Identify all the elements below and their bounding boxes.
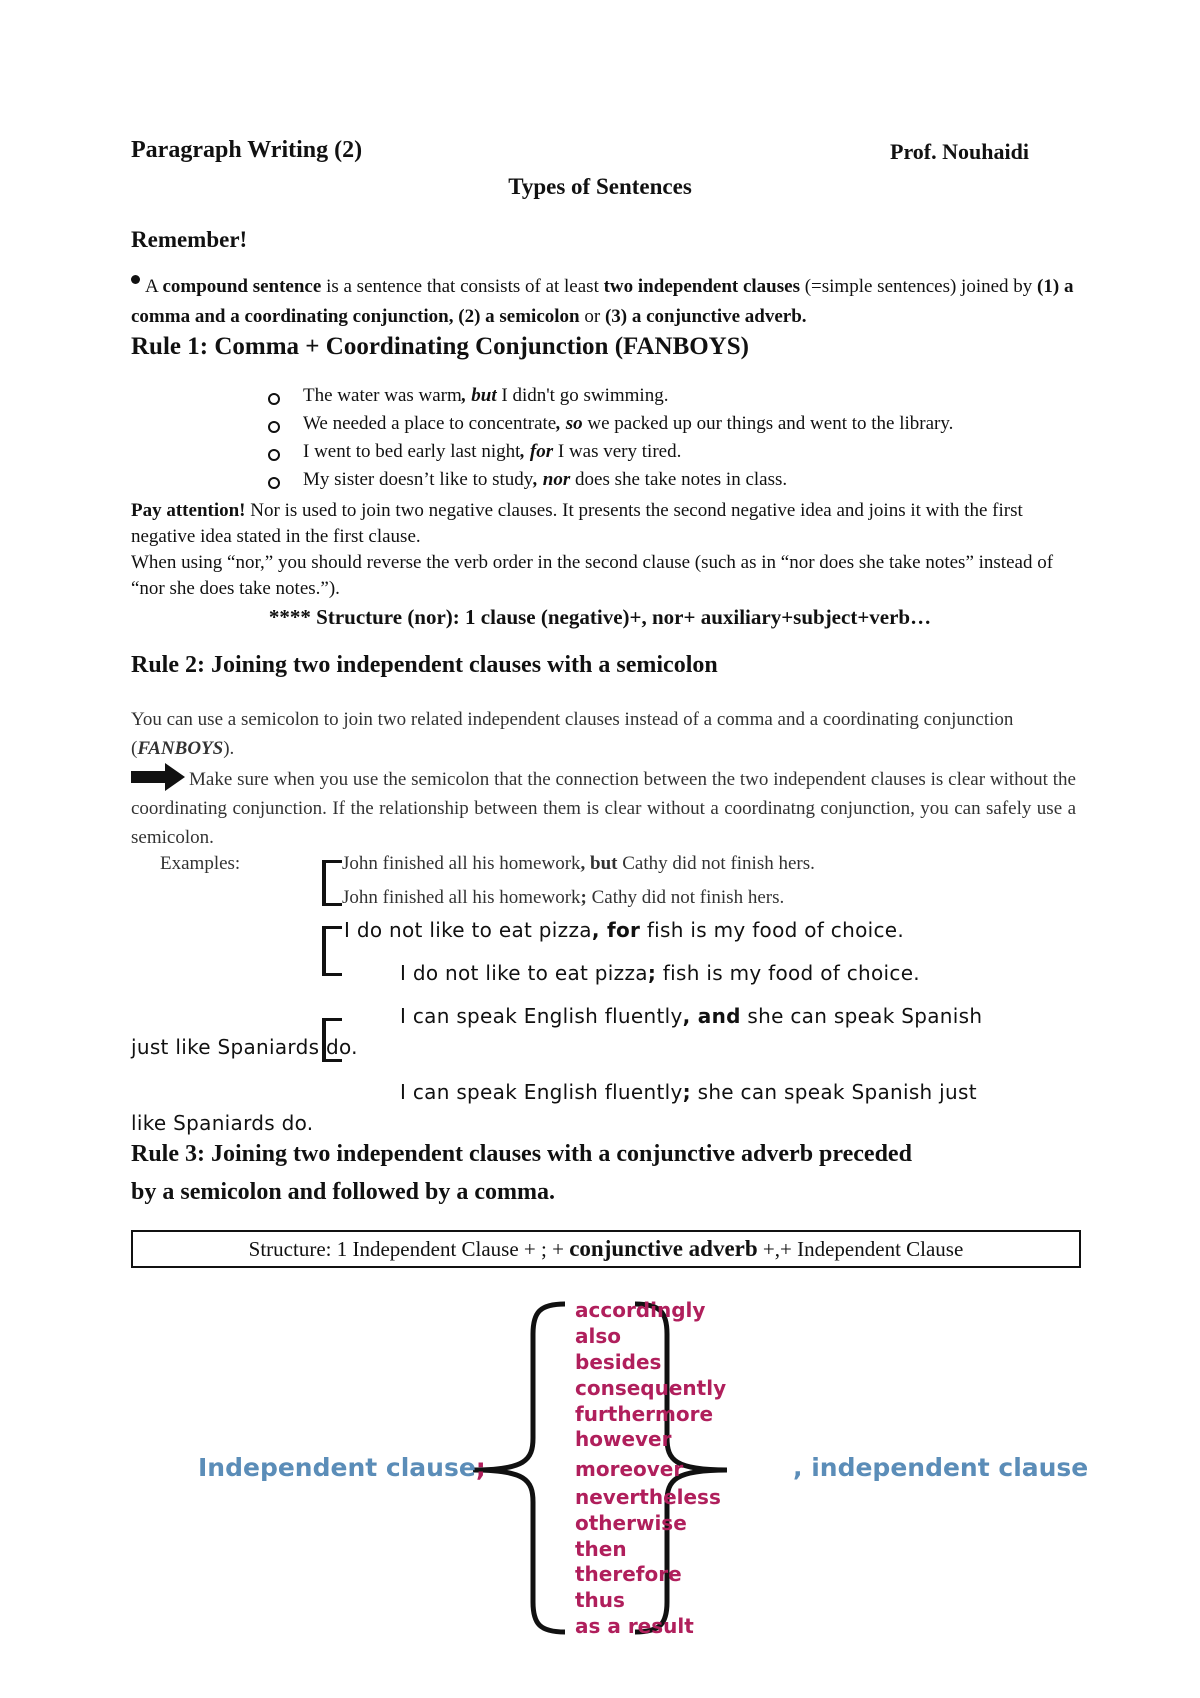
remember-heading: Remember!: [131, 227, 248, 252]
rule2-example: I do not like to eat pizza; fish is my food of choice.: [400, 961, 920, 985]
rule2-example: John finished all his homework, but Cathy did not finish hers.: [342, 853, 815, 874]
adverb-item: also: [575, 1324, 621, 1348]
rule2-example-wrap: like Spaniards do.: [131, 1111, 314, 1135]
circle-bullet-icon: [268, 477, 280, 489]
course-title: Paragraph Writing (2): [131, 137, 363, 163]
nor-structure: **** Structure (nor): 1 clause (negative)+, nor+ auxiliary+subject+verb…: [268, 605, 932, 629]
adverb-item: however: [575, 1427, 672, 1451]
examples-label: Examples:: [160, 853, 241, 874]
rule2-intro: You can use a semicolon to join two related independent clauses instead of a comma and a coordinating conjunction (FANBOYS).: [131, 709, 1014, 759]
adverb-item: therefore: [575, 1562, 682, 1586]
compound-definition: A compound sentence is a sentence that consists of at least two independent clauses (=simple sentences) joined by (1) a comma and a coordinating conjunction, (2) a semicolon or (3) a conjunctive adverb.: [131, 276, 1074, 327]
adverb-item: otherwise: [575, 1511, 687, 1535]
rule1-heading: Rule 1: Comma + Coordinating Conjunction (FANBOYS): [131, 333, 749, 360]
rule2-heading: Rule 2: Joining two independent clauses with a semicolon: [131, 652, 718, 678]
adverb-item: nevertheless: [575, 1485, 721, 1509]
left-clause-label: Independent clause;: [198, 1453, 486, 1482]
rule3-heading-cont: by a semicolon and followed by a comma.: [131, 1179, 556, 1205]
adverb-item: thus: [575, 1588, 625, 1612]
rule2-example-wrap: just like Spaniards do.: [131, 1035, 358, 1059]
bracket-icon: [322, 926, 342, 976]
rule2-note: Make sure when you use the semicolon that the connection between the two independent clauses is clear without the coordinating conjunction. If the relationship between them is clear without a coordinatng conjunction, you can safely use a semicolon.: [131, 769, 1076, 848]
adverb-item: accordingly: [575, 1298, 706, 1322]
rule2-example: I can speak English fluently; she can speak Spanish just: [400, 1080, 977, 1104]
rule2-example: John finished all his homework; Cathy did not finish hers.: [342, 887, 785, 908]
adverb-item: then: [575, 1537, 627, 1561]
rule1-example: The water was warm, but I didn't go swimming.: [303, 385, 669, 406]
pay-attention-note: Pay attention! Nor is used to join two negative clauses. It presents the second negative idea and joins it with the first negative idea stated in the first clause.: [131, 500, 1023, 547]
adverb-item: furthermore: [575, 1402, 714, 1426]
adverb-item: moreover: [575, 1457, 684, 1481]
rule3-heading: Rule 3: Joining two independent clauses with a conjunctive adverb preceded: [131, 1141, 912, 1167]
rule1-example: My sister doesn’t like to study, nor does she take notes in class.: [303, 469, 788, 490]
adverb-item: as a result: [575, 1614, 694, 1638]
rule3-structure-box: Structure: 1 Independent Clause + ; + conjunctive adverb +,+ Independent Clause: [131, 1230, 1081, 1268]
circle-bullet-icon: [268, 449, 280, 461]
page-title: Types of Sentences: [508, 174, 692, 199]
circle-bullet-icon: [268, 421, 280, 433]
bracket-icon: [322, 860, 342, 906]
nor-reverse-note: When using “nor,” you should reverse the verb order in the second clause (such as in “nor does she take notes” instead of “nor she does take notes.”).: [131, 552, 1054, 599]
rule1-example: I went to bed early last night, for I was very tired.: [303, 441, 682, 462]
adverb-item: besides: [575, 1350, 662, 1374]
author-name: Prof. Nouhaidi: [890, 139, 1029, 164]
rule2-example: I can speak English fluently, and she can speak Spanish: [400, 1004, 983, 1028]
right-clause-label: , independent clause: [793, 1453, 1089, 1482]
circle-bullet-icon: [268, 393, 280, 405]
rule2-example: I do not like to eat pizza, for fish is my food of choice.: [344, 918, 905, 942]
adverb-item: consequently: [575, 1376, 727, 1400]
rule1-example: We needed a place to concentrate, so we packed up our things and went to the library.: [303, 413, 954, 434]
